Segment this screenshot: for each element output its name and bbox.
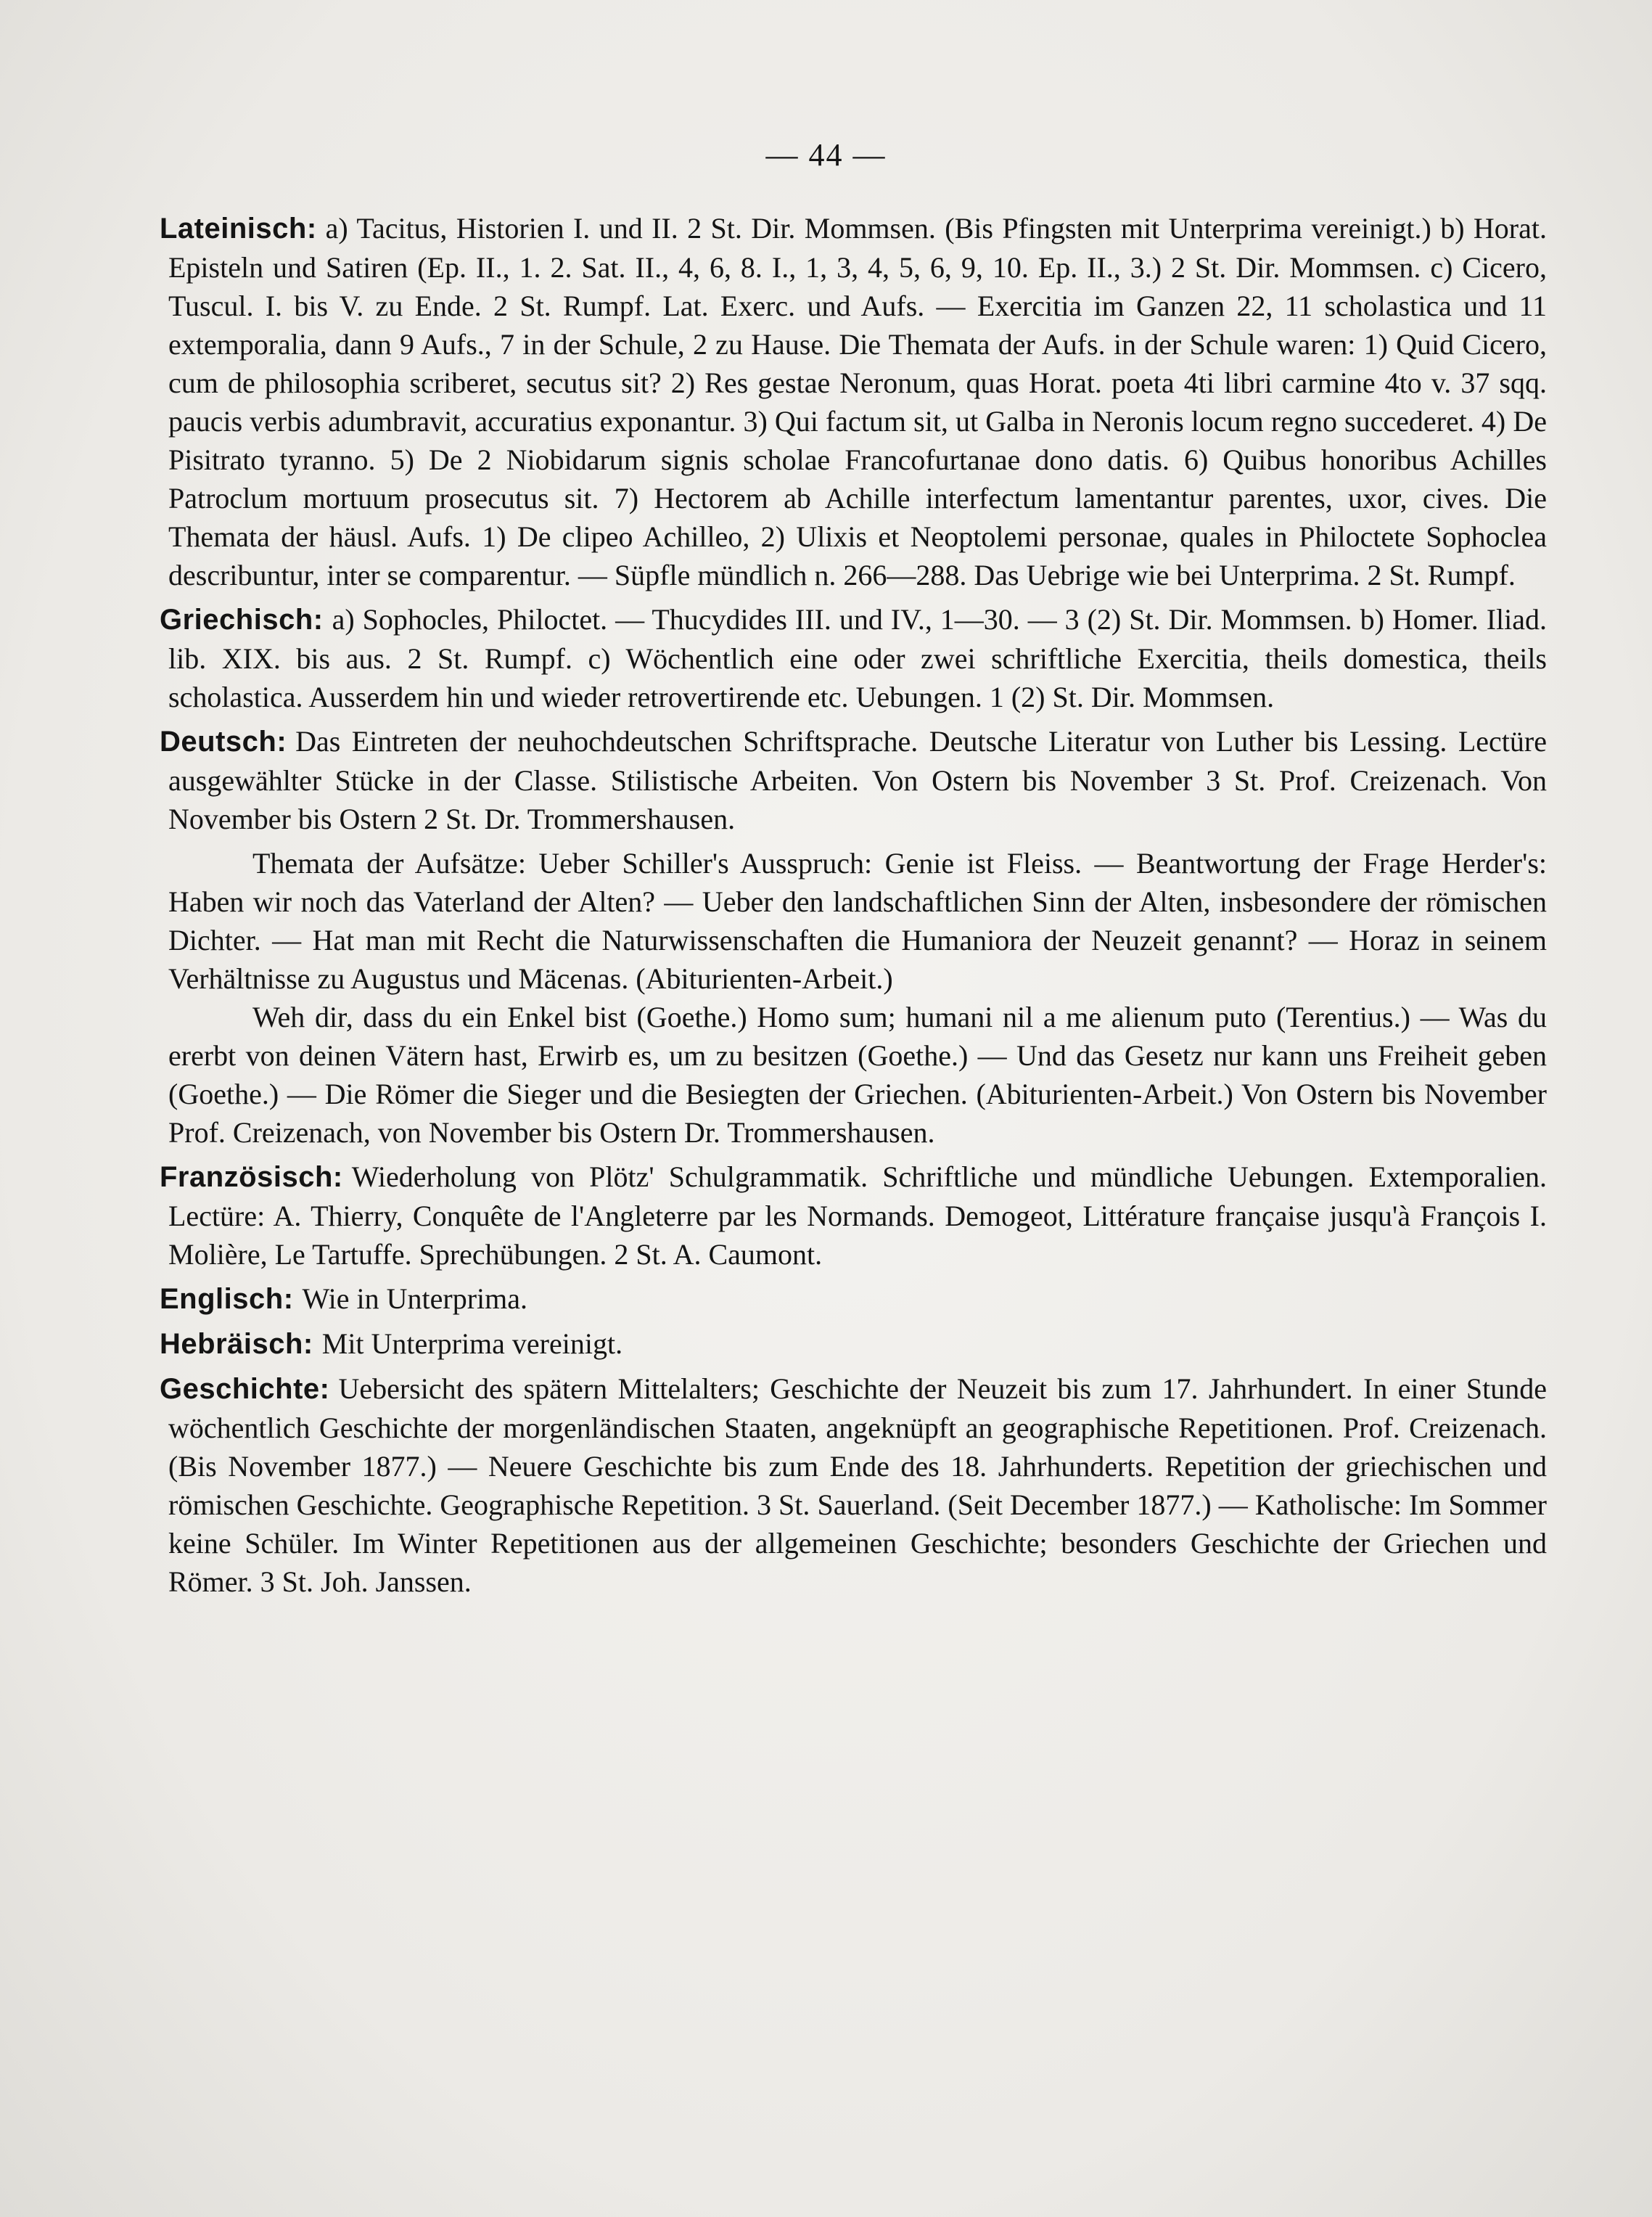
section-heading: Hebräisch: [160,1328,313,1360]
section-heading: Geschichte: [160,1373,330,1405]
section-text: Wiederholung von Plötz' Schulgrammatik. Schriftliche und mündliche Uebungen. Extemporalien. Lectüre: A. Thierry, Conquête de l'Angleterre par les Normands. Demogeot, Littérature française jusqu'à François I. Molière, Le Tartuffe. Sprechübungen. 2 St. A. Caumont. [168,1160,1547,1271]
section-text: a) Sophocles, Philoctet. — Thucydides III. und IV., 1—30. — 3 (2) St. Dir. Mommsen. b) Homer. Iliad. lib. XIX. bis aus. 2 St. Rumpf. c) Wöchentlich eine oder zwei schriftliche Exercitia, theils domestica, theils scholastica. Ausserdem hin und wieder retrovertirende etc. Uebungen. 1 (2) St. Dir. Mommsen. [168,603,1547,713]
paragraph-themata-aufsaetze [168,844,1547,998]
section-geschichte [160,1369,1547,1601]
paragraph-themata-continued [168,998,1547,1152]
section-text: Das Eintreten der neuhochdeutschen Schriftsprache. Deutsche Literatur von Luther bis Lessing. Lectüre ausgewählter Stücke in der Classe. Stilistische Arbeiten. Von Ostern bis November 3 St. Prof. Creizenach. Von November bis Ostern 2 St. Dr. Trommershausen. [168,725,1547,835]
section-heading: Griechisch: [160,604,324,636]
section-lateinisch [160,209,1547,594]
section-franzoesisch [160,1157,1547,1274]
section-deutsch [160,722,1547,838]
section-text: a) Tacitus, Historien I. und II. 2 St. Dir. Mommsen. (Bis Pfingsten mit Unterprima vereinigt.) b) Horat. Episteln und Satiren (Ep. II., 1. 2. Sat. II., 4, 6, 8. I., 1, 3, 4, 5, 6, 9, 10. Ep. II., 3.) 2 St. Dir. Mommsen. c) Cicero, Tuscul. I. bis V. zu Ende. 2 St. Rumpf. Lat. Exerc. und Aufs. — Exercitia im Ganzen 22, 11 scholastica und 11 extemporalia, dann 9 Aufs., 7 in der Schule, 2 zu Hause. Die Themata der Aufs. in der Schule waren: 1) Quid Cicero, cum de philosophia scriberet, secutus sit? 2) Res gestae Neronum, quas Horat. poeta 4ti libri carmine 4to v. 37 sqq. paucis verbis adumbravit, accuratius exponantur. 3) Qui factum sit, ut Galba in Neronis locum regno succederet. 4) De Pisitrato tyranno. 5) De 2 Niobidarum signis scholae Francofurtanae dono datis. 6) Quibus honoribus Achilles Patroclum mortuum prosecutus sit. 7) Hectorem ab Achille interfectum lamentantur parentes, uxor, cives. Die Themata der häusl. Aufs. 1) De clipeo Achilleo, 2) Ulixis et Neoptolemi personae, quales in Philoctete Sophoclea describuntur, inter se comparentur. — Süpfle mündlich n. 266—288. Das Uebrige wie bei Unterprima. 2 St. Rumpf. [168,212,1547,591]
section-heading: Englisch: [160,1283,294,1315]
page-body [160,203,1547,1601]
section-griechisch [160,600,1547,716]
section-heading: Deutsch: [160,726,287,758]
section-hebraeisch [160,1324,1547,1364]
section-englisch [160,1279,1547,1319]
section-text: Mit Unterprima vereinigt. [321,1327,623,1360]
section-text: Uebersicht des spätern Mittelalters; Geschichte der Neuzeit bis zum 17. Jahrhundert. In einer Stunde wöchentlich Geschichte der morgenländischen Staaten, angeknüpft an geographische Repetitionen. Prof. Creizenach. (Bis November 1877.) — Neuere Geschichte bis zum Ende des 18. Jahrhunderts. Repetition der griechischen und römischen Geschichte. Geographische Repetition. 3 St. Sauerland. (Seit December 1877.) — Katholische: Im Sommer keine Schüler. Im Winter Repetitionen aus der allgemeinen Geschichte; besonders Geschichte der Griechen und Römer. 3 St. Joh. Janssen. [168,1372,1547,1598]
section-heading: Lateinisch: [160,213,317,245]
paragraph-text: Themata der Aufsätze: Ueber Schiller's Ausspruch: Genie ist Fleiss. — Beantwortung der Frage Herder's: Haben wir noch das Vaterland der Alten? — Ueber den landschaftlichen Sinn der Alten, insbesondere der römischen Dichter. — Hat man mit Recht die Naturwissenschaften die Humaniora der Neuzeit genannt? — Horaz in seinem Verhältnisse zu Augustus und Mäcenas. (Abiturienten-Arbeit.) [168,847,1547,995]
page-number: — 44 — [765,137,887,173]
paragraph-text: Weh dir, dass du ein Enkel bist (Goethe.) Homo sum; humani nil a me alienum puto (Terentius.) — Was du ererbt von deinen Vätern hast, Erwirb es, um zu besitzen (Goethe.) — Und das Gesetz nur kann uns Freiheit geben (Goethe.) — Die Römer die Sieger und die Besiegten der Griechen. (Abiturienten-Arbeit.) Von Ostern bis November Prof. Creizenach, von November bis Ostern Dr. Trommershausen. [168,1001,1547,1149]
section-heading: Französisch: [160,1161,343,1193]
section-text: Wie in Unterprima. [302,1282,528,1315]
